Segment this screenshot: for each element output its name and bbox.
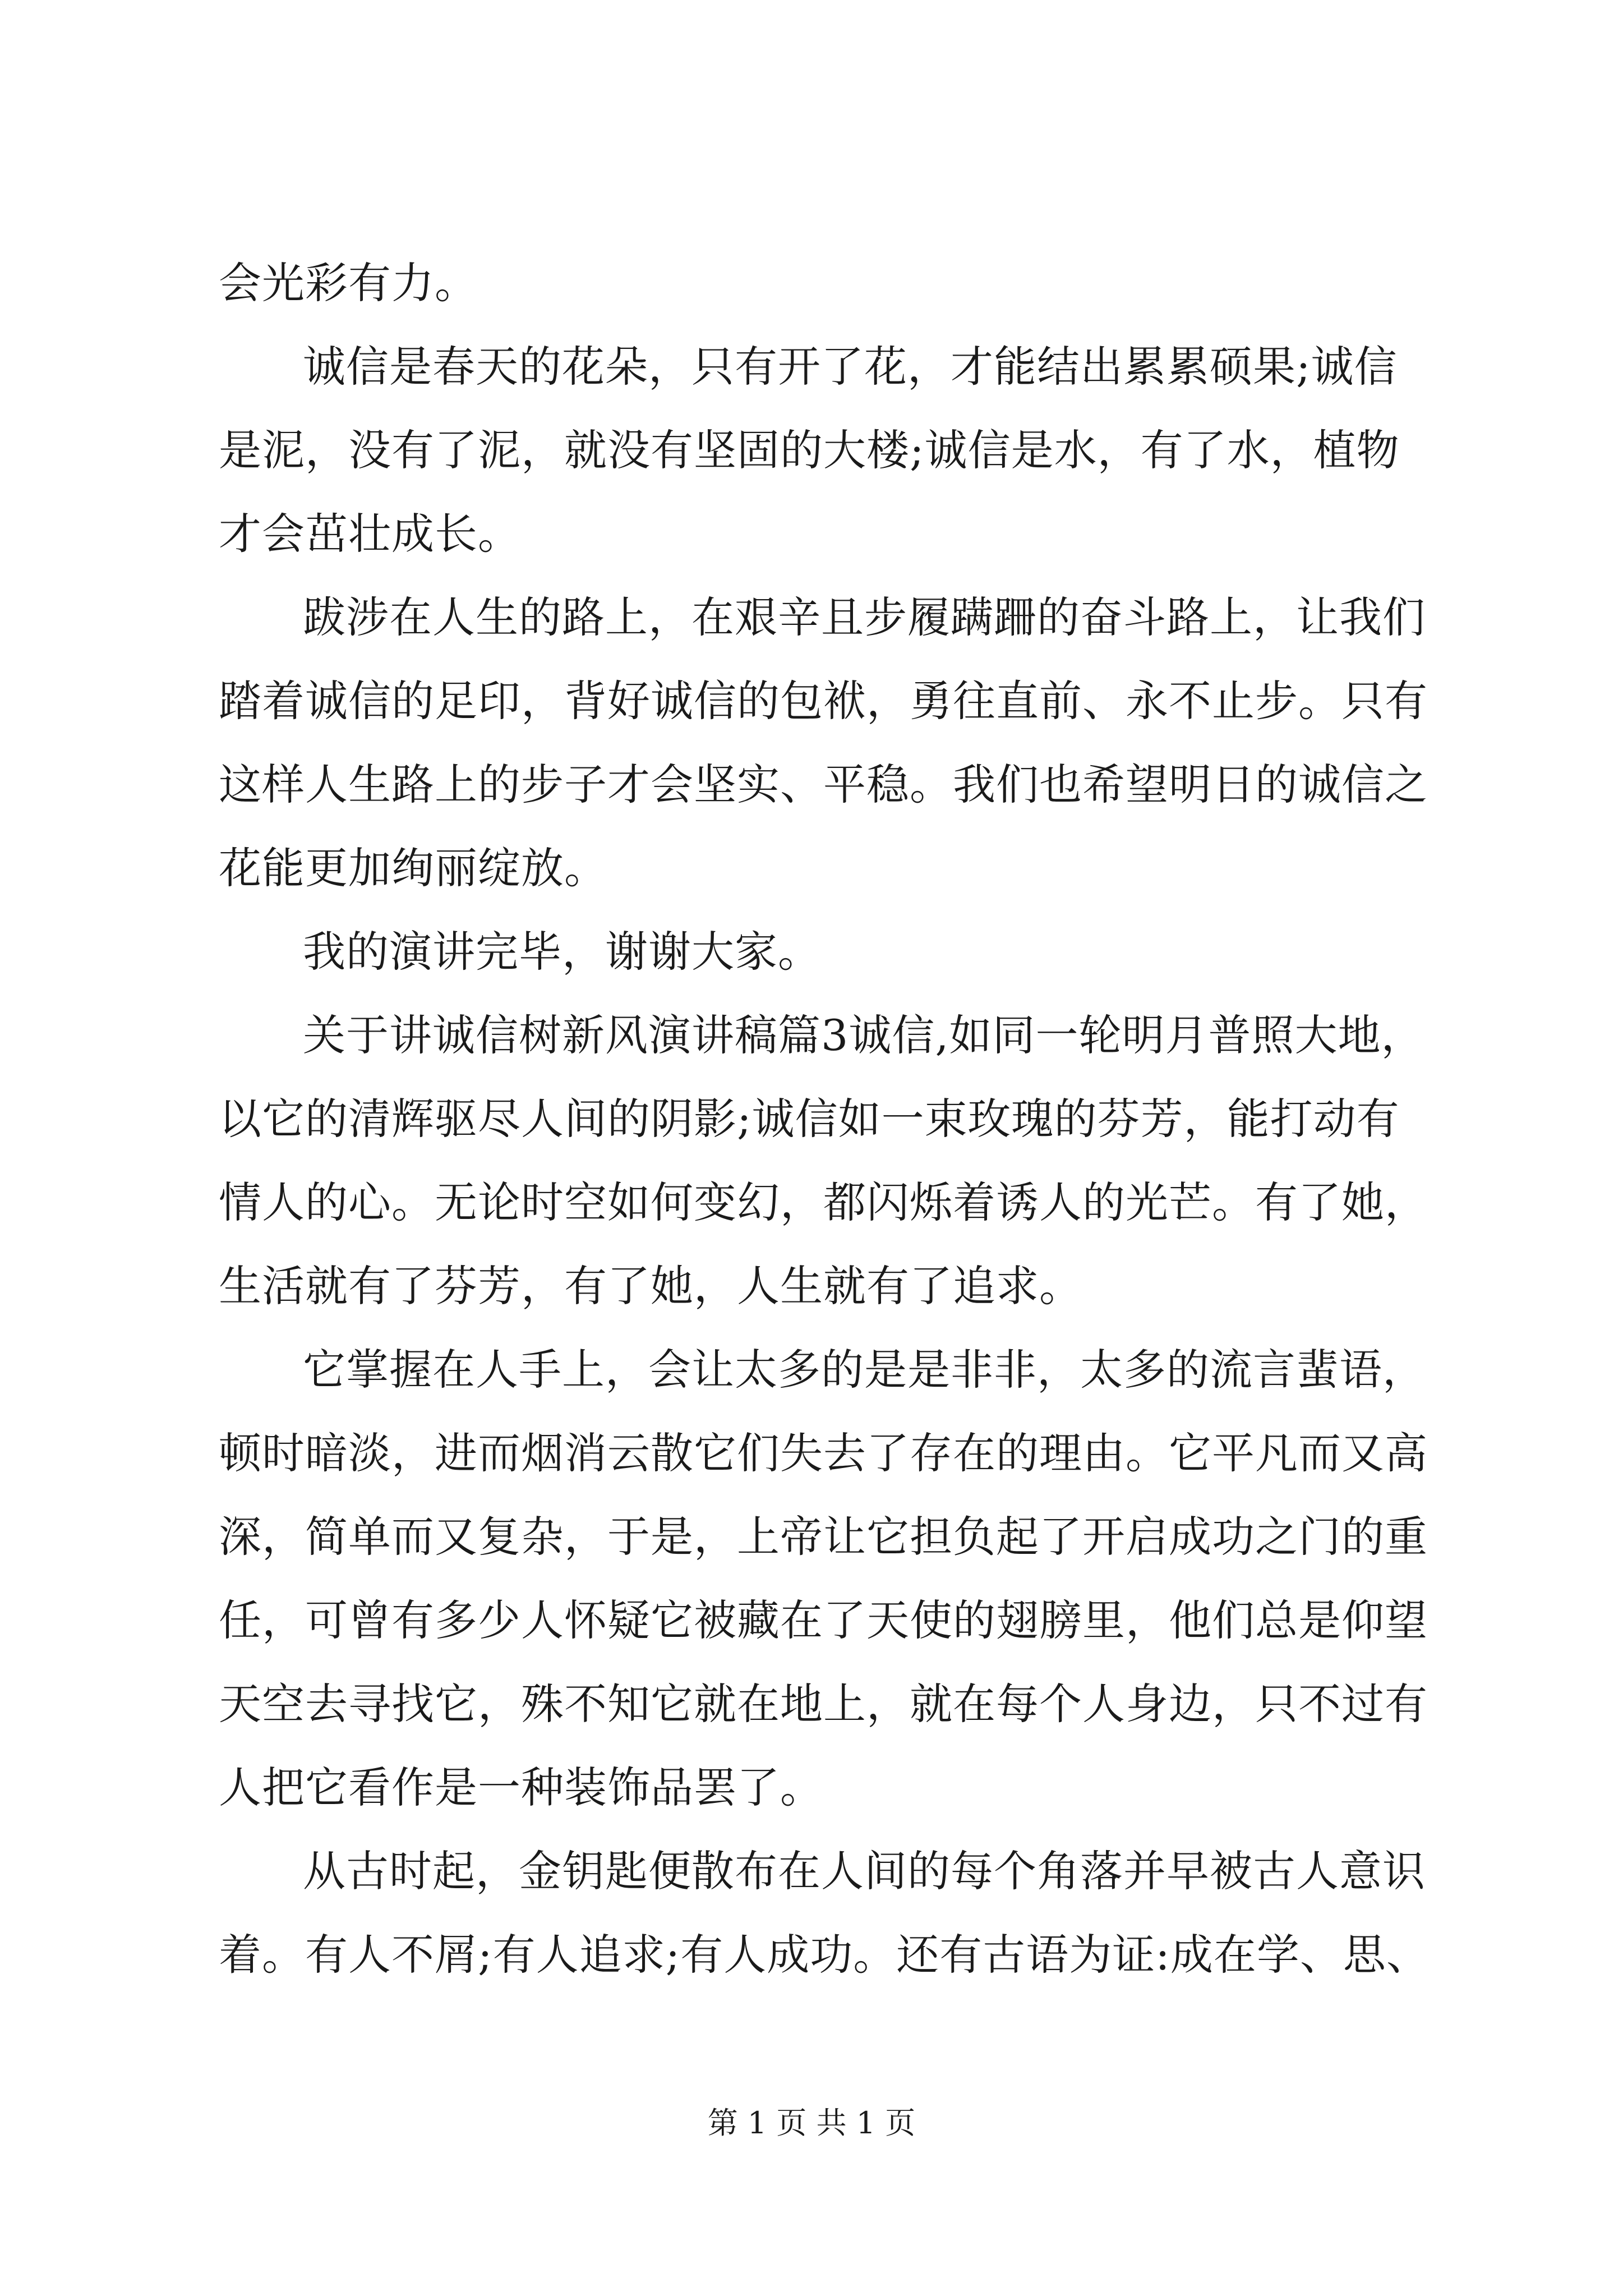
text-line: 关于讲诚信树新风演讲稿篇3诚信,如同一轮明月普照大地， — [303, 1010, 1424, 1060]
text-line: 这样人生路上的步子才会坚实、平稳。我们也希望明日的诚信之 — [219, 760, 1428, 809]
body-text — [219, 241, 1441, 1996]
text-line: 顿时暗淡，进而烟消云散它们失去了存在的理由。它平凡而又高 — [219, 1428, 1428, 1478]
text-line: 从古时起，金钥匙便散布在人间的每个角落并早被古人意识 — [303, 1846, 1426, 1896]
text-line: 着。有人不屑;有人追求;有人成功。还有古语为证:成在学、思、 — [219, 1930, 1430, 1980]
text-line: 它掌握在人手上，会让太多的是是非非，太多的流言蜚语， — [303, 1345, 1426, 1395]
text-line: 以它的清辉驱尽人间的阴影;诚信如一束玫瑰的芬芳，能打动有 — [219, 1094, 1400, 1144]
text-line: 诚信是春天的花朵，只有开了花，才能结出累累硕果;诚信 — [303, 342, 1398, 392]
text-line: 才会茁壮成长。 — [219, 509, 521, 559]
text-line: 踏着诚信的足印，背好诚信的包袱，勇往直前、永不止步。只有 — [219, 676, 1428, 726]
text-line: 我的演讲完毕，谢谢大家。 — [303, 927, 821, 977]
text-line: 花能更加绚丽绽放。 — [219, 843, 607, 893]
text-line: 任，可曾有多少人怀疑它被藏在了天使的翅膀里，他们总是仰望 — [219, 1595, 1428, 1645]
text-line: 人把它看作是一种装饰品罢了。 — [219, 1763, 823, 1812]
text-line: 天空去寻找它，殊不知它就在地上，就在每个人身边，只不过有 — [219, 1679, 1428, 1729]
text-line: 情人的心。无论时空如何变幻，都闪烁着诱人的光芒。有了她， — [219, 1177, 1428, 1227]
text-line: 生活就有了芬芳，有了她，人生就有了追求。 — [219, 1261, 1082, 1311]
text-line: 跋涉在人生的路上，在艰辛且步履蹒跚的奋斗路上，让我们 — [303, 592, 1426, 642]
text-line: 会光彩有力。 — [219, 258, 478, 308]
page-footer: 第 1 页 共 1 页 — [707, 2105, 916, 2141]
text-line: 是泥，没有了泥，就没有坚固的大楼;诚信是水，有了水，植物 — [219, 425, 1400, 475]
text-line: 深，简单而又复杂，于是，上帝让它担负起了开启成功之门的重 — [219, 1512, 1428, 1562]
